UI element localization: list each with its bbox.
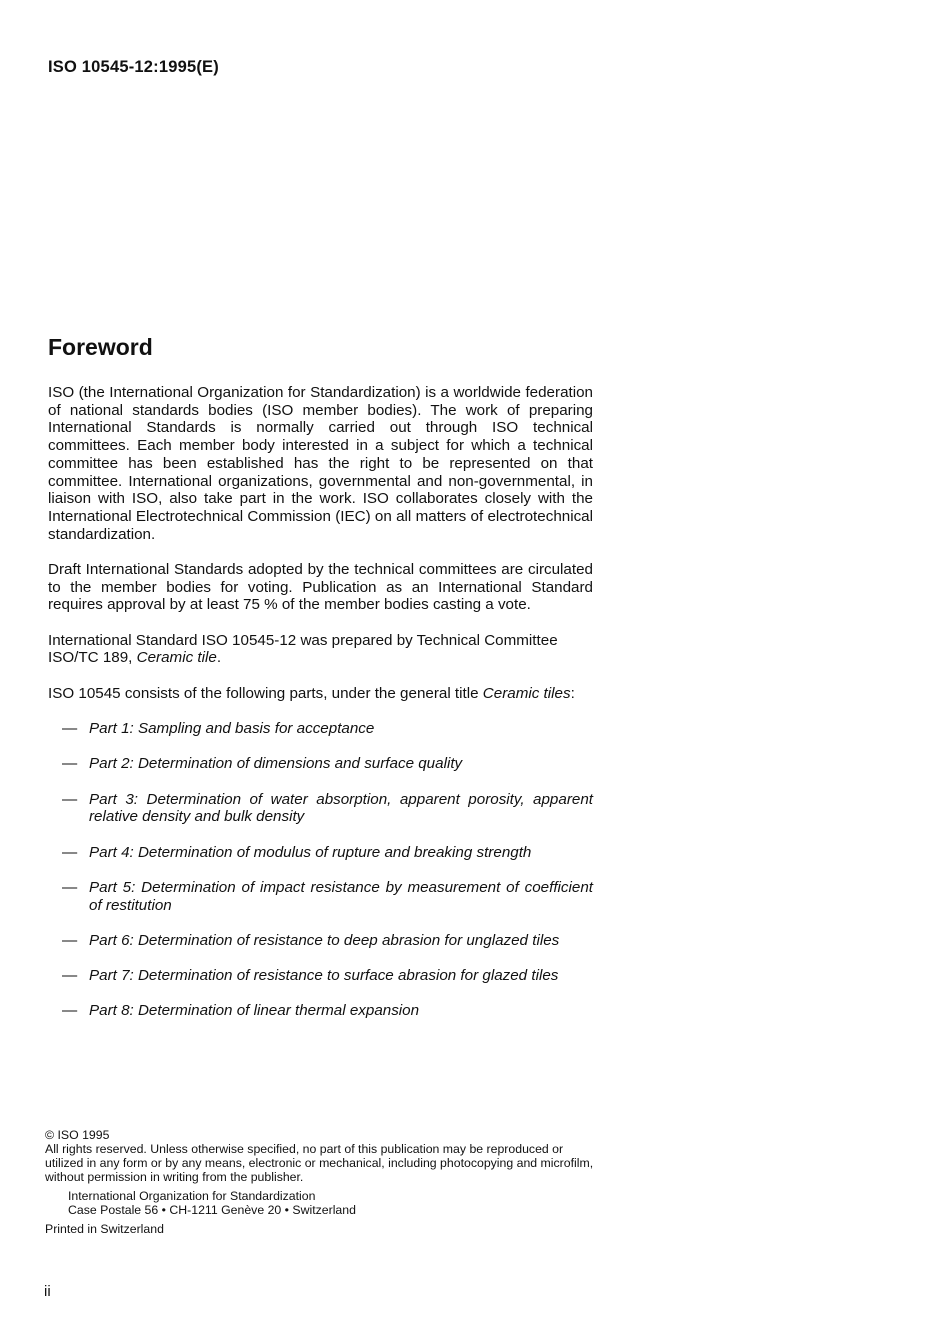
publisher-address: [45, 1189, 600, 1217]
part-5-title: Part 5: Determination of impact resistance by measurement of coefficient of restitution: [89, 878, 593, 914]
list-dash: —: [62, 790, 78, 808]
list-item: [48, 844, 593, 862]
general-title: Ceramic tiles: [482, 684, 571, 702]
committee-title: Ceramic tile: [136, 649, 217, 667]
parts-intro-end: :: [570, 684, 575, 702]
copyright-block: [45, 1128, 600, 1236]
list-dash: —: [62, 878, 78, 896]
list-item: [48, 791, 593, 826]
part-3-title: Part 3: Determination of water absorption, apparent porosity, apparent relative density and bulk density: [89, 790, 593, 826]
list-item: [48, 932, 593, 950]
document-id: ISO 10545-12:1995(E): [48, 58, 219, 76]
parts-intro-text: ISO 10545 consists of the following parts, under the general title: [48, 684, 483, 702]
prepared-by-end: .: [216, 649, 222, 667]
part-2-title: Part 2: Determination of dimensions and surface quality: [89, 755, 463, 773]
rights-statement: All rights reserved. Unless otherwise specified, no part of this publication may be reproduced or utilized in any form or by any means, electronic or mechanical, including photocopying and microfilm, without permission in writing from the publisher.: [45, 1142, 594, 1184]
prepared-by-text: International Standard ISO 10545-12 was prepared by Technical Committee ISO/TC 189,: [48, 631, 558, 667]
foreword-paragraph-parts-intro: [48, 685, 593, 703]
list-item: [48, 720, 593, 738]
list-dash: —: [62, 755, 78, 773]
part-4-title: Part 4: Determination of modulus of rupture and breaking strength: [89, 843, 532, 861]
printed-in: Printed in Switzerland: [45, 1222, 164, 1236]
foreword-body: [48, 384, 593, 1038]
foreword-heading: Foreword: [48, 334, 153, 360]
part-1-title: Part 1: Sampling and basis for acceptance: [89, 719, 375, 737]
postal-address: Case Postale 56 • CH-1211 Genève 20 • Switzerland: [68, 1203, 356, 1217]
part-7-title: Part 7: Determination of resistance to surface abrasion for glazed tiles: [89, 967, 559, 985]
list-dash: —: [62, 1002, 78, 1020]
page-number: ii: [44, 1283, 51, 1300]
publisher-name: International Organization for Standardization: [68, 1189, 316, 1203]
list-item: [48, 755, 593, 773]
foreword-paragraph-voting: Draft International Standards adopted by the technical committees are circulated to the member bodies for voting. Publication as an International Standard requires approval by at least 75 % of the member bodies casting a vote.: [48, 560, 593, 614]
copyright-notice: © ISO 1995: [45, 1128, 110, 1142]
list-dash: —: [62, 843, 78, 861]
foreword-paragraph-prepared: [48, 632, 593, 667]
part-6-title: Part 6: Determination of resistance to deep abrasion for unglazed tiles: [89, 931, 560, 949]
parts-list: [48, 720, 593, 1020]
list-dash: —: [62, 967, 78, 985]
part-8-title: Part 8: Determination of linear thermal expansion: [89, 1002, 420, 1020]
foreword-paragraph-iso: ISO (the International Organization for Standardization) is a worldwide federation of national standards bodies (ISO member bodies). The work of preparing International Standards is normally carried out through ISO technical committees. Each member body interested in a subject for which a technical committee has been established has the right to be represented on that committee. International organizations, governmental and non-governmental, in liaison with ISO, also take part in the work. ISO collaborates closely with the International Electrotechnical Commission (IEC) on all matters of electrotechnical standardization.: [48, 384, 593, 543]
list-dash: —: [62, 719, 78, 737]
list-item: [48, 1002, 593, 1020]
list-item: [48, 879, 593, 914]
list-item: [48, 967, 593, 985]
list-dash: —: [62, 931, 78, 949]
